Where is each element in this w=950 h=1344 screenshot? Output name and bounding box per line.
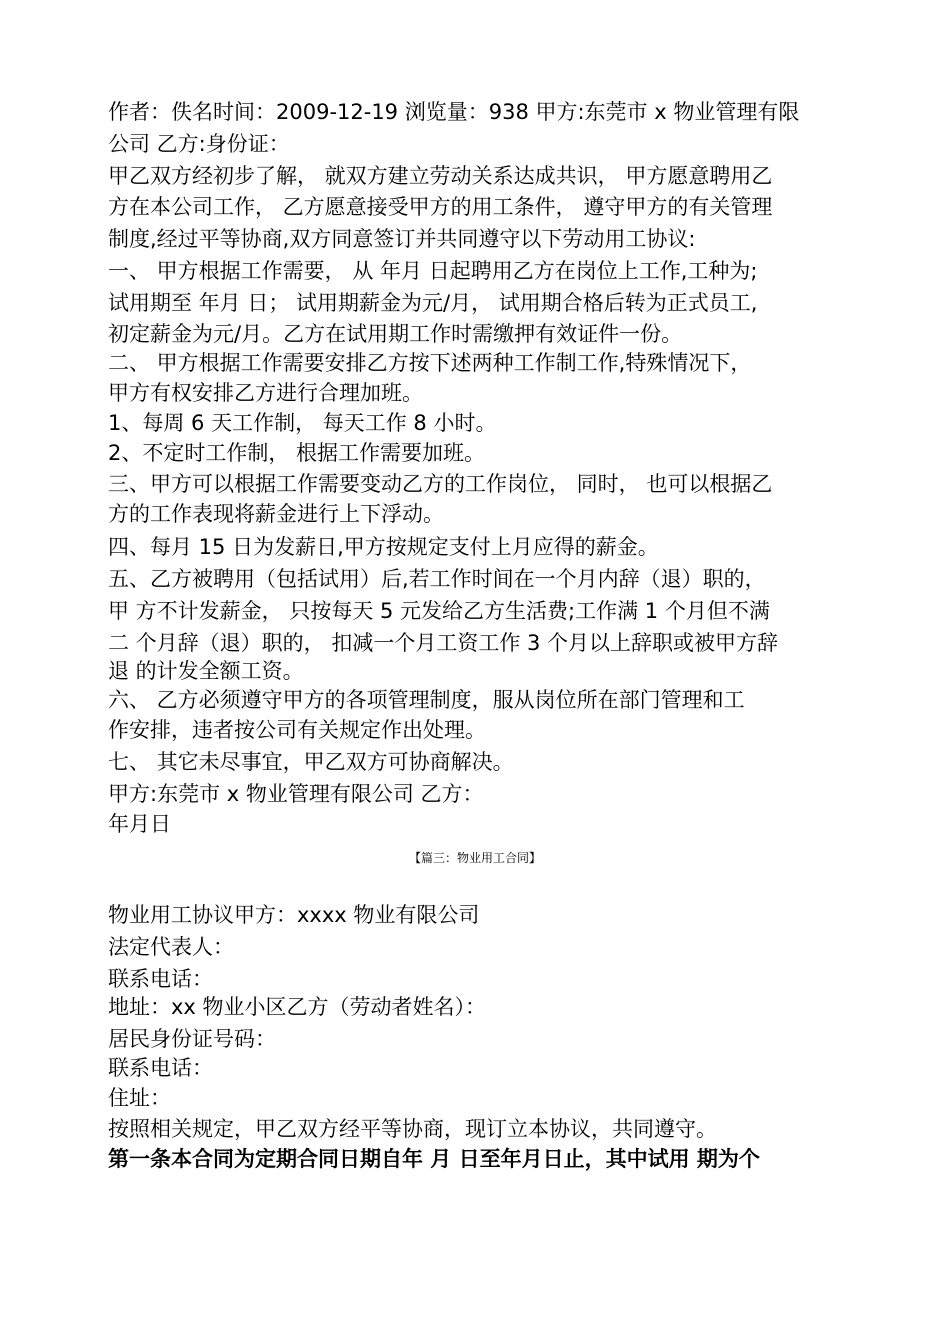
- text-line: 住址：: [108, 1086, 171, 1110]
- text-line: 联系电话：: [108, 1056, 213, 1080]
- text-line: 甲方有权安排乙方进行合理加班。: [108, 381, 423, 405]
- text-line: 法定代表人：: [108, 935, 234, 959]
- text-line: 六、 乙方必须遵守甲方的各项管理制度，服从岗位所在部门管理和工: [108, 688, 745, 712]
- text-line: 居民身份证号码：: [108, 1027, 276, 1051]
- section-header: 【篇三：物业用工合同】: [408, 851, 541, 865]
- text-line: 四、每月 15 日为发薪日,甲方按规定支付上月应得的薪金。: [108, 535, 659, 559]
- text-line: 七、 其它未尽事宜，甲乙双方可协商解决。: [108, 750, 514, 774]
- text-line: 按照相关规定，甲乙双方经平等协商，现订立本协议，共同遵守。: [108, 1117, 717, 1141]
- text-line: 试用期至 年月 日； 试用期薪金为元/月， 试用期合格后转为正式员工,: [108, 291, 758, 315]
- text-line: 初定薪金为元/月。乙方在试用期工作时需缴押有效证件一份。: [108, 322, 683, 346]
- text-line: 制度,经过平等协商,双方同意签订并共同遵守以下劳动用工协议:: [108, 227, 696, 251]
- text-line: 三、甲方可以根据工作需要变动乙方的工作岗位， 同时， 也可以根据乙: [108, 472, 773, 496]
- text-line: 一、 甲方根据工作需要， 从 年月 日起聘用乙方在岗位上工作,工种为;: [108, 259, 758, 283]
- text-line: 五、乙方被聘用（包括试用）后,若工作时间在一个月内辞（退）职的，: [108, 567, 766, 591]
- text-line: 地址：xx 物业小区乙方（劳动者姓名）：: [108, 995, 487, 1019]
- text-line: 2、不定时工作制， 根据工作需要加班。: [108, 441, 486, 465]
- article-one: 第一条本合同为定期合同日期自年 月 日至年月日止，其中试用 期为个: [108, 1147, 760, 1171]
- text-line: 方的工作表现将薪金进行上下浮动。: [108, 502, 444, 526]
- text-line: 退 的计发全额工资。: [108, 659, 304, 683]
- text-line: 二 个月辞（退）职的， 扣减一个月工资工作 3 个月以上辞职或被甲方辞: [108, 631, 779, 655]
- text-line: 年月日: [108, 812, 171, 836]
- text-line: 甲 方不计发薪金， 只按每天 5 元发给乙方生活费;工作满 1 个月但不满: [108, 599, 770, 623]
- text-line: 公司 乙方:身份证：: [108, 132, 290, 156]
- text-line: 甲方:东莞市 x 物业管理有限公司 乙方：: [108, 782, 484, 806]
- text-line: 1、每周 6 天工作制， 每天工作 8 小时。: [108, 411, 497, 435]
- text-line: 甲乙双方经初步了解， 就双方建立劳动关系达成共识， 甲方愿意聘用乙: [108, 164, 773, 188]
- text-line: 联系电话：: [108, 967, 213, 991]
- text-line: 作安排，违者按公司有关规定作出处理。: [108, 718, 486, 742]
- text-line: 物业用工协议甲方：xxxx 物业有限公司: [108, 903, 480, 927]
- text-line: 二、 甲方根据工作需要安排乙方按下述两种工作制工作,特殊情况下，: [108, 351, 752, 375]
- text-line: 作者：佚名时间：2009-12-19 浏览量：938 甲方:东莞市 x 物业管理有限: [108, 100, 800, 124]
- text-line: 方在本公司工作， 乙方愿意接受甲方的用工条件， 遵守甲方的有关管理: [108, 195, 773, 219]
